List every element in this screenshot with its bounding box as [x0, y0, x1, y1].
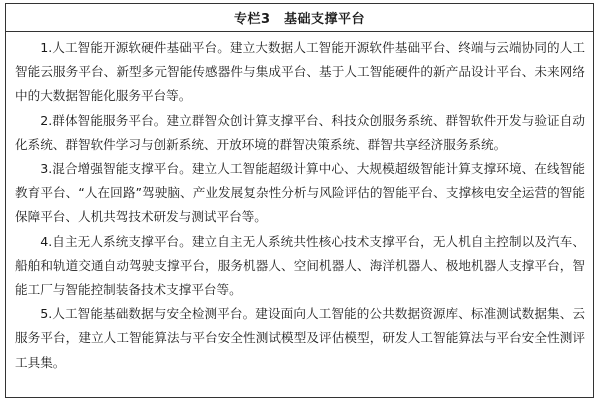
box-title: 专栏3 基础支撑平台 [6, 4, 593, 32]
box-content [6, 32, 593, 375]
paragraph-autonomous-systems-platform: 4.自主无人系统支撑平台。建立自主无人系统共性核心技术支撑平台，无人机自主控制以及汽车、船舶和轨道交通自动驾驶支撑平台，服务机器人、空间机器人、海洋机器人、极地机器人支撑平台，智能工厂与智能控制装备技术支撑平台等。 [15, 233, 585, 298]
paragraph-hybrid-augmented-platform: 3.混合增强智能支撑平台。建立人工智能超级计算中心、大规模超级智能计算支撑环境、在线智能教育平台、“人在回路”驾驶脑、产业发展复杂性分析与风险评估的智能平台、支撑核电安全运营的智能保障平台、人机共驾技术研发与测试平台等。 [15, 161, 585, 225]
paragraph-swarm-intelligence-platform: 2.群体智能服务平台。建立群智众创计算支撑平台、科技众创服务系统、群智软件开发与验证自动化系统、群智软件学习与创新系统、开放环境的群智决策系统、群智共享经济服务系统。 [15, 112, 585, 152]
column-box [5, 3, 594, 398]
paragraph-open-source-platform: 1.人工智能开源软硬件基础平台。建立大数据人工智能开源软件基础平台、终端与云端协同的人工智能云服务平台、新型多元智能传感器件与集成平台、基于人工智能硬件的新产品设计平台、未来网络中的大数据智能化服务平台等。 [15, 40, 585, 104]
paragraph-data-security-platform: 5.人工智能基础数据与安全检测平台。建设面向人工智能的公共数据资源库、标准测试数据集、云服务平台，建立人工智能算法与平台安全性测试模型及评估模型，研发人工智能算法与平台安全性测评工具集。 [15, 306, 585, 370]
